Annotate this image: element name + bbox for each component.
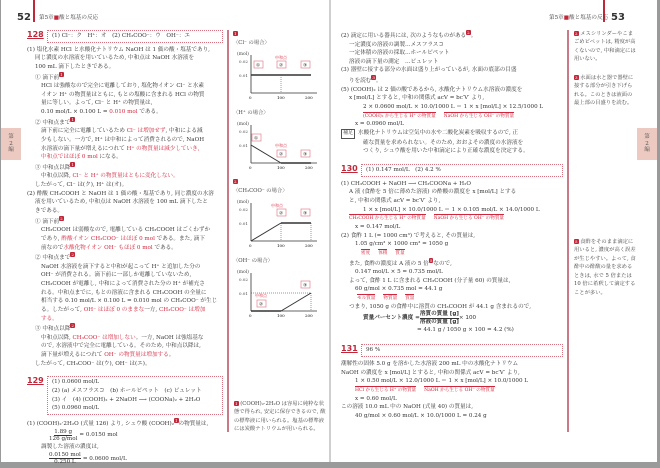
answer-box: (1) 0.0600 mol/L (2) (a) メスフラスコ (b) ホールピペット (c) ビュレット (3) イ (4) (COOH)₂ + 2NaOH ⟶ (COONa)₂ + 2H₂O (5) 0.0960 mol/L: [47, 376, 223, 415]
svg-text:中和点: 中和点: [275, 54, 287, 60]
side-tab: 第 2 編: [637, 128, 657, 160]
main-column: [341, 30, 563, 421]
graph-oh: [237, 267, 327, 319]
problem-number: 129: [27, 376, 44, 386]
margin-notes: 2 メスシリンダーやこまごめピペットは, 精度が高くないので, 中和滴定には用いない。 3 水面は水と器で器壁に接する部分が引き下げられる。このときは液面の最上部の目盛りを読む。 5 食酢をそのまま滴定に用いると, 濃度が高く誤差が生じやすい。よって, 食酢中の酢酸の量を求めるときは, 水で 5 倍または 10 倍に希釈して滴定することが多い。: [567, 30, 637, 432]
svg-text:200: 200: [305, 313, 313, 319]
svg-text:②: ②: [279, 152, 284, 158]
chapter-header: 第5章■酸と塩基の反応: [549, 15, 609, 21]
svg-text:0: 0: [249, 313, 252, 319]
problem-129-header: [27, 376, 223, 415]
svg-text:0.01: 0.01: [239, 72, 248, 78]
right-page: [331, 0, 657, 462]
svg-text:②: ②: [279, 211, 284, 217]
answer-box: (1) Cl⁻：ク H⁺：オ (2) CH₃COO⁻：ウ OH⁻：エ: [47, 30, 223, 43]
page-number: 52: [17, 12, 31, 23]
svg-text:0.02: 0.02: [239, 207, 248, 213]
svg-text:③: ③: [303, 283, 308, 289]
svg-text:100: 100: [277, 313, 285, 319]
svg-text:中和点: 中和点: [275, 142, 287, 148]
svg-text:100: 100: [277, 164, 285, 170]
svg-text:①: ①: [254, 136, 259, 142]
problem-131-body: 潮解性の固体 5.0 g を溶かした水溶液 200 mL 中の水酸化ナトリウム NaOH の濃度を x [mol/L] とすると, 中和の関係式 acV = bc′V′ より, 1 × 0.50 mol/L × 12.0/1000 L ＝ 1 × x [mol/L] × 10.0/1000 L HCl から生じる H⁺ の物質量 NaOH から生じる OH⁻ の物質量 x = 0.60 mol/L この溶液 10.0 mL 中の NaOH (式量 40) の質量は, 40 g/mol × 0.60 mol/L × 10.0/1000 L = 0.24 g: [341, 361, 529, 420]
problem-128-part1: (1) 塩化水素 HCl と水酸化ナトリウム NaOH は 1 価の酸・塩基であり, 同じ濃度の水溶液を用いているため, 中和点は NaOH 水溶液を 100 mL 滴下したときである。 ① 滴下前1 HCl は強酸なので完全に電離しており, 塩化物イオン Cl⁻ と水素 イオン H⁺ の物質量はともに, もとの塩酸に含まれる HCl の物質 量に等しい。よって, Cl⁻ と H⁺ の物質量は, 0.10 mol/L × 0.100 L = 0.010 mol である。 ② 中和点まで1 滴下前に完全に電離しているため Cl⁻ は増加せず, 中和による減 少もしない。一方で, H⁺ は中和によって消費されるので, NaOH 水溶液の滴下量が増えるにつれて H⁺ の物質量は減少していき, 中和点ではほぼ 0 mol になる。 ③ 中和点以降1 中和点以降, Cl⁻ と H⁺ の物質量はともに変化しない。 したがって, Cl⁻ は(ク), H⁺ は(オ)。: [27, 46, 210, 189]
margin-notes: 1 〈Cl⁻ の場合〉 (mol) 0.02 0.01 中和点 ① ② ③ 0 100 200 〈H⁺ の場合〉 (mol) 0.02 0.01 中和点 ① ② ③ 0 100 200 2 〈CH₃COO⁻ の場合〉 (mol) 0.02 0.01 中和点 ② ③ 0 100 200 〈OH⁻ の場合〉 (mol) 0.02 0.01 中和点 ② ③ 0 100 200: [227, 30, 327, 320]
problem-130-body: (1) CH₃COOH + NaOH ⟶ CH₃COONa + H₂O A 液 (食酢を 5 倍に薄めた溶液) の酢酸の濃度を x [mol/L] とする と, 中和の関係式 acV = bc′V′ より, 1 × x [mol/L] × 10.0/1000 L ＝ 1 × 0.105 mol/L × 14.0/1000 L CH₃COOH から生じる H⁺ の物質量 NaOH から生じる OH⁻ の物質量 x = 0.147 mol/L (2) 食酢 1 L (= 1000 cm³) で考えると, その質量は, 1.05 g/cm³ × 1000 cm³ = 1050 g 密度 体積 質量 また, 食酢の濃度は A 液の 5 倍5なので, 0.147 mol/L × 5 = 0.735 mol/L よって, 食酢 1 L に含まれる CH₃COOH (分子量 60) の質量は, 60 g/mol × 0.735 mol = 44.1 g モル質量 物質量 質量 つまり, 1050 g の食酢中に溶質の CH₃COOH が 44.1 g 含まれるので, 質量パーセント濃度 = 溶質の質量 [g] 溶液の質量 [g] × 100 = 44.1 g / 1050 g × 100 = 4.2 (%): [341, 180, 540, 333]
svg-text:中和点: 中和点: [255, 293, 267, 299]
svg-text:(mol): (mol): [237, 270, 249, 276]
problem-number: 128: [27, 30, 44, 39]
margin-notes-lower: 1 (COOH)₂·2H₂O は容易に純粋な状態で得られ, 安定に保存できるので, 酸の標準液に用いられる。塩基の標準液には炭酸ナトリウムが用いられる。: [227, 320, 327, 432]
svg-text:0: 0: [249, 243, 252, 249]
svg-text:①: ①: [256, 63, 261, 69]
graph-cl: [237, 49, 327, 101]
graph-ch3coo: [237, 197, 327, 249]
svg-text:(mol): (mol): [237, 51, 249, 57]
problem-128-header: [27, 30, 223, 43]
svg-text:0: 0: [249, 164, 252, 170]
svg-text:0.02: 0.02: [239, 277, 248, 283]
page-header-bar: [33, 0, 35, 22]
svg-text:(mol): (mol): [237, 200, 249, 206]
answer-box: 96 %: [361, 344, 563, 357]
svg-text:0.01: 0.01: [239, 291, 248, 297]
problem-128-part2: (2) 酢酸 CH₃COOH と NaOH は 1 価の酸・塩基であり, 同じ濃度の水溶 液を用いているため, 中和点は NaOH 水溶液を 100 mL 滴下したと きである。 ① 滴下前2 CH₃COOH は弱酸なので, 電離している CH₃COOH はごくわずか であり, 酢酸イオン CH₃COO⁻ はほぼ 0 mol である。また, 滴下 前なので水酸化物イオン OH⁻ もほぼ 0 mol である。 ② 中和点まで2 NaOH 水溶液を滴下すると中和が起こって H⁺ と追加した分の OH⁻ が消費される。滴下前に一部しか電離していないため, CH₃COOH が電離し, 中和によって消費された分の H⁺ が補充さ れる。中和点までに, もとの溶液に含まれる CH₃COOH の全量に 相当する 0.10 mol/L × 0.100 L = 0.010 mol の CH₃COO⁻ が生じ る。したがって, OH⁻ はほぼ 0 のままな一方, CH₃COO⁻ は増加 する。 ③ 中和点以降2 中和点以降, CH₃COO⁻ は増加しない。一方, NaOH は強塩基な ので, 水溶液中で完全に電離している。そのため, 中和点以降は, 滴下量が増えるにつれて OH⁻ の物質量は増加する。 したがって, CH₃COO⁻ は(ウ), OH⁻ は(エ)。: [27, 190, 218, 367]
problem-129-body: (1) (COOH)₂·2H₂O (式量 126) より, シュウ酸 (COOH)₂1の物質量は, 1.89 g 126 g/mol = 0.0150 mol 調製した溶液の濃度は, 0.0150 mol 0.250 L = 0.0600 mol/L: [27, 418, 209, 466]
page-number: 53: [611, 12, 625, 23]
svg-text:0.02: 0.02: [239, 58, 248, 64]
svg-text:③: ③: [303, 211, 308, 217]
problem-131-header: [341, 344, 563, 357]
svg-text:0.01: 0.01: [239, 221, 248, 227]
svg-text:(mol): (mol): [237, 121, 249, 127]
svg-text:100: 100: [277, 94, 285, 100]
problem-130-header: [341, 164, 563, 177]
answer-box: (1) 0.147 mol/L (2) 4.2 %: [361, 164, 563, 177]
main-column: [27, 30, 223, 466]
graph-h: [237, 119, 327, 171]
svg-text:中和点: 中和点: [271, 203, 283, 209]
svg-text:200: 200: [305, 94, 313, 100]
side-tab: 第 2 編: [1, 128, 21, 160]
problem-number: 131: [341, 344, 358, 354]
chapter-header: 第5章■酸と塩基の反応: [39, 15, 99, 21]
svg-text:③: ③: [303, 63, 308, 69]
svg-text:100: 100: [277, 243, 285, 249]
svg-text:0.01: 0.01: [239, 142, 248, 148]
svg-text:0.02: 0.02: [239, 128, 248, 134]
svg-text:0: 0: [249, 94, 252, 100]
svg-text:200: 200: [305, 243, 313, 249]
problem-number: 130: [341, 164, 358, 173]
svg-text:②: ②: [279, 63, 284, 69]
svg-text:②: ②: [259, 302, 264, 308]
svg-text:③: ③: [303, 152, 308, 158]
svg-text:200: 200: [305, 164, 313, 170]
left-page: [1, 0, 329, 466]
problem-129-continued: (2) 滴定に用いる器具には, 次のようなものがある2。 一定濃度の溶液の調製…メスフラスコ 一定体積の溶液の採取…ホールピペット 溶液の滴下量の測定 …ビュレット (3) 器壁に接する部分の水面は盛り上がっているが, 水面の底部の目盛 りを読む3。 (5) (COOH)₂ は 2 価の酸であるから, 水酸化ナトリウム水溶液の濃度を x [mol/L] とすると, 中和の関係式 acV = bc′V′ より, 2 × 0.0600 mol/L × 10.0/1000 L ＝ 1 × x [mol/L] × 12.5/1000 L (COOH)₂ から生じる H⁺ の物質量 NaOH から生じる OH⁻ の物質量 x = 0.0960 mol/L 補足 水酸化ナトリウムは空気中の水や二酸化炭素を吸収するので, 正 確な質量を求められない。そのため, おおよその濃度の水溶液を つくり, シュウ酸を用いた中和滴定により正確な濃度を決定する。: [341, 30, 544, 155]
